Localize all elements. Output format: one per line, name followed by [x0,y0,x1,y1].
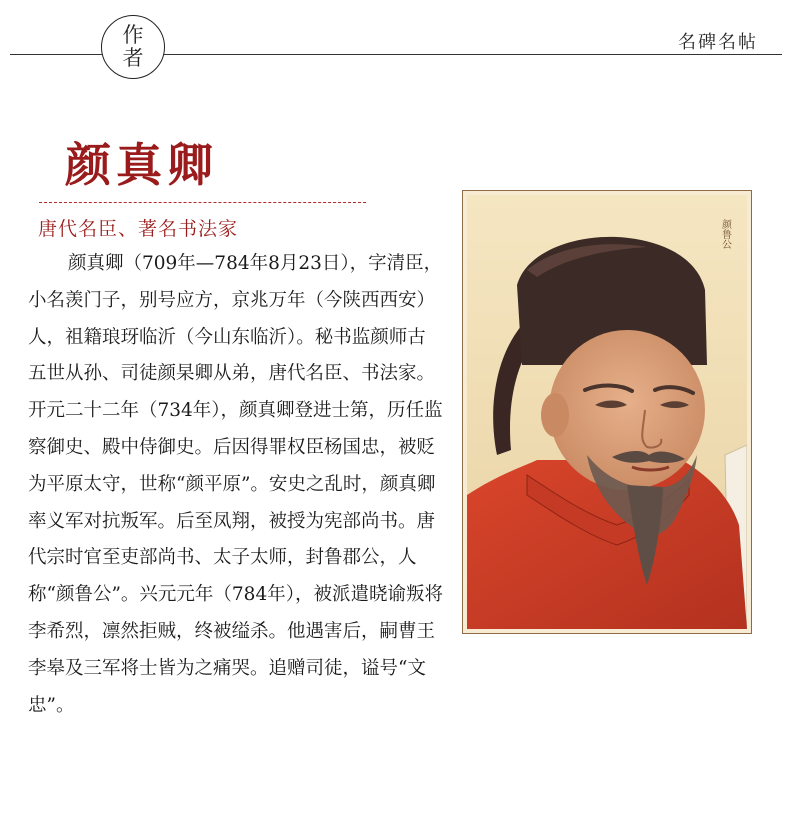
biography [28,246,444,724]
badge-char-2: 者 [122,46,144,70]
author-section-badge [101,15,165,79]
bio-paragraph-1: 颜真卿（709年—784年8月23日），字清臣，小名羡门子，别号应方，京兆万年（今陕西西安）人，祖籍琅玡临沂（今山东临沂）。秘书监颜师古五世从孙、司徒颜杲卿从弟，唐代名臣、书法家。 [28,253,443,385]
bio-paragraph-2: 开元二十二年（734年），颜真卿登进士第，历任监察御史、殿中侍御史。后因得罪权臣杨国忠，被贬为平原太守，世称“颜平原”。安史之乱时，颜真卿率义军对抗叛军。后至凤翔，被授为宪部尚书。唐代宗时官至吏部尚书、太子太师，封鲁郡公，人称“颜鲁公”。兴元元年（784年），被派遣晓谕叛将李希烈，凛然拒贼，终被缢杀。他遇害后，嗣曹王李皋及三军将士皆为之痛哭。追赠司徒，谥号“文忠”。 [28,400,443,716]
portrait-inscription: 颜鲁公 [719,219,731,249]
badge-char-1: 作 [122,23,144,47]
author-name: 颜真卿 [65,138,218,192]
portrait-image [467,195,747,629]
author-subtitle: 唐代名臣、著名书法家 [38,218,239,240]
header-title: 名碑名帖 [678,32,758,53]
title-divider [39,202,366,203]
portrait-frame [462,190,752,634]
